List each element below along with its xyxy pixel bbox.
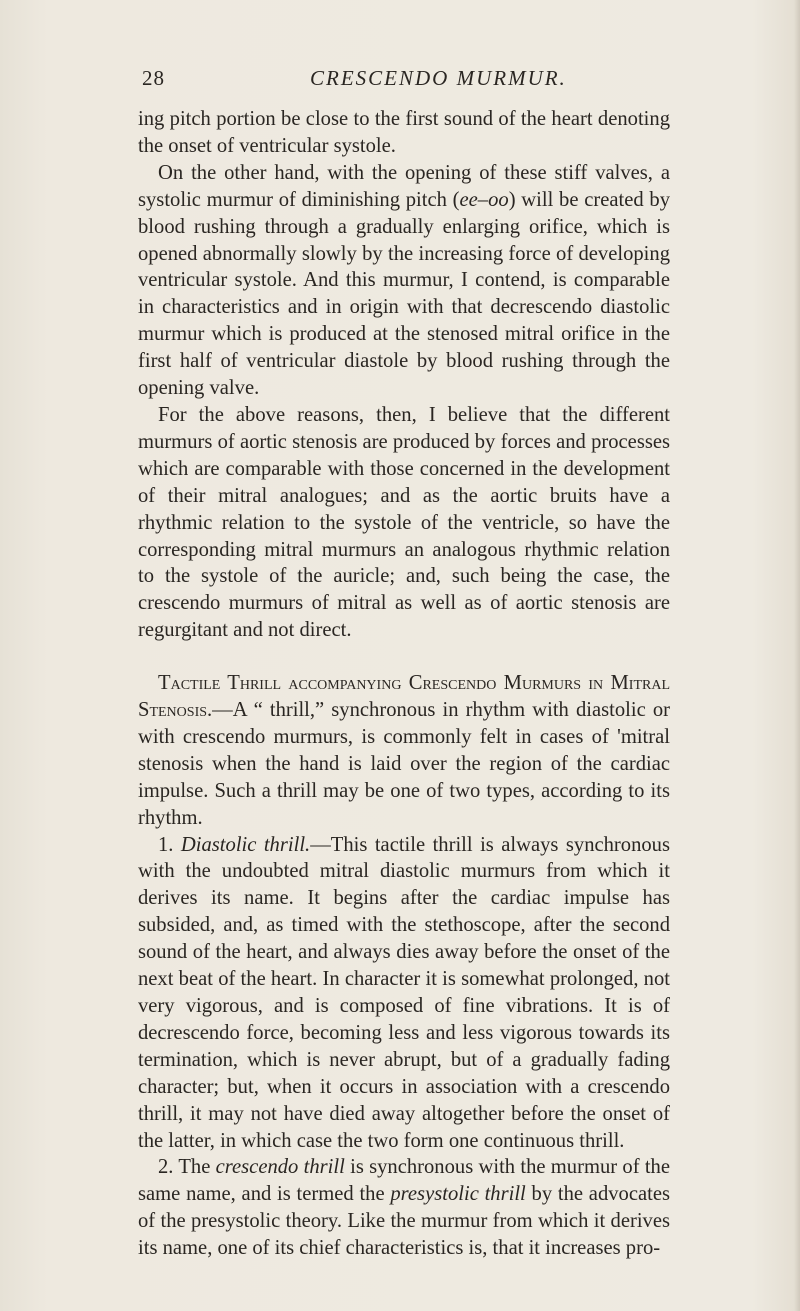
italic-term: presystolic thrill [390, 1183, 526, 1206]
paragraph-text: —A “ thrill,” synchronous in rhythm with diastolic or with crescendo murmurs, is commonly felt in cases of 'mitral stenosis when the hand is laid over the region of the cardiac impulse. Such a thrill may be one of two types, according to its rhythm. [138, 699, 670, 829]
paragraph-text: ing pitch portion be close to the first sound of the heart denoting the onset of ventricular systole. [138, 108, 670, 157]
numbered-paragraph [138, 1154, 670, 1262]
body-text [138, 106, 670, 1262]
paragraph-text: For the above reasons, then, I believe that the different murmurs of aortic stenosis are produced by forces and processes which are comparable with those concerned in the development of their mitral analogues; and as the aortic bruits have a rhythmic relation to the systole of the ventricle, so have the corresponding mitral murmurs an analogous rhythmic relation to the systole of the auricle; and, such being the case, the crescendo murmurs of mitral as well as of aortic stenosis are regurgitant and not direct. [138, 403, 670, 642]
paragraph-text: On the other hand, with the opening of these stiff valves, a systolic murmur of diminishing pitch ( [138, 161, 670, 211]
paragraph-text: —This tactile thrill is always synchronous with the undoubted mitral diastolic murmurs from which it derives its name. It begins after the cardiac impulse has subsided, and, as timed with the stethoscope, after the second sound of the heart, and always dies away before the onset of the next beat of the heart. In character it is somewhat prolonged, not very vigorous, and is composed of fine vibrations. It is of decrescendo force, becoming less and less vigorous towards its termination, which is never abrupt, but of a gradually fading character; but, when it occurs in association with a crescendo thrill, it may not have died away altogether before the onset of the latter, in which case the two form one continuous thrill. [138, 833, 670, 1152]
item-number: 1. [158, 833, 181, 856]
paragraph [138, 402, 670, 644]
section-paragraph [138, 670, 670, 831]
paragraph [138, 106, 670, 160]
paragraph-text: ) will be created by blood rushing through a gradually enlarging orifice, which is opened abnormally slowly by the increasing force of developing ventricular systole. And this murmur, I contend, is comparable in characteristics and in origin with that decrescendo diastolic murmur which is produced at the stenosed mitral orifice in the first half of ventricular diastole by blood rushing through the opening valve. [138, 188, 670, 400]
italic-term: Diastolic thrill. [180, 833, 311, 856]
running-title: CRESCENDO MURMUR. [310, 66, 567, 90]
paragraph [138, 160, 670, 402]
page-number: 28 [142, 66, 165, 90]
item-number: 2. The [158, 1156, 216, 1179]
page-header [0, 66, 800, 96]
paragraph-text: by the advocates of the presystolic theory. Like the murmur from which it derives its name, one of its chief characteristics is, that it increases pro- [138, 1183, 670, 1260]
numbered-paragraph [138, 832, 670, 1155]
page-edge-shadow [794, 0, 800, 1311]
italic-phrase: ee–oo [459, 188, 509, 211]
paragraph-text: is synchronous with the murmur of the same name, and is termed the [138, 1156, 670, 1206]
italic-term: crescendo thrill [215, 1156, 345, 1179]
section-heading: Tactile Thrill accompanying Crescendo Murmurs in Mitral Stenosis. [138, 672, 670, 722]
